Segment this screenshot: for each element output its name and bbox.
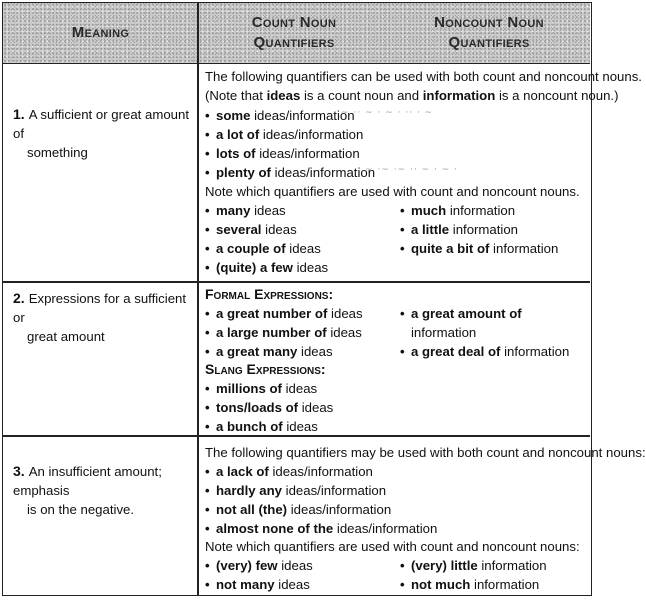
noun: information (449, 222, 519, 237)
handwritten-scribble: ~ ·~ ·~ ·· ~ · ~ · (365, 165, 458, 175)
row1-count-item (205, 258, 328, 277)
quantifier: some (216, 108, 251, 123)
quantifier: a great many (216, 344, 298, 359)
header-noncount (389, 3, 589, 63)
noun: ideas (261, 222, 297, 237)
row2-slang-item (205, 417, 318, 436)
noun: ideas/information (268, 464, 373, 479)
noun: ideas (297, 344, 333, 359)
noun: information (446, 203, 516, 218)
row1-noncount-item (400, 201, 515, 220)
row1-intro-line2 (205, 86, 618, 105)
quantifier: lots of (216, 146, 256, 161)
quantifier: many (216, 203, 251, 218)
quantifier: a little (411, 222, 450, 237)
row1-intro-text-e: is a noncount noun.) (495, 88, 619, 103)
row3-meaning-line2: is on the negative. (27, 502, 135, 517)
noun: ideas (282, 419, 318, 434)
row1-count-item (205, 201, 286, 220)
quantifier: quite a bit of (411, 241, 490, 256)
row2-meaning-line1: Expressions for a sufficient or (13, 291, 187, 325)
row3-note: Note which quantifiers are used with count and noncount nouns: (205, 539, 580, 554)
row1-noncount-item (400, 239, 558, 258)
noun: ideas/information (250, 108, 355, 123)
noun: information (411, 325, 477, 340)
header-noncount-line2: Quantifiers (448, 34, 530, 51)
noun: ideas (326, 325, 362, 340)
row3-count-item (205, 575, 310, 594)
row3-noncount-item (400, 556, 547, 575)
row1-both-item (205, 144, 360, 163)
quantifier: hardly any (216, 483, 282, 498)
noun: ideas (274, 577, 310, 592)
row1-intro-line1: The following quantifiers can be used with both count and noncount nouns. (205, 69, 642, 84)
noun: ideas (285, 241, 321, 256)
row1-meaning (13, 105, 193, 162)
noun: ideas/information (255, 146, 360, 161)
quantifier: tons/loads of (216, 400, 299, 415)
row2-slang-label: Slang Expressions: (205, 361, 326, 377)
row3-both-item (205, 500, 391, 519)
row1-both-item (205, 125, 363, 144)
quantifier: several (216, 222, 262, 237)
row3-noncount-item (400, 575, 539, 594)
row2-formal-count-item (205, 342, 333, 361)
quantifier-table (2, 2, 646, 596)
noun: ideas (292, 260, 329, 275)
row1-number: 1. (13, 106, 25, 122)
row3-both-item (205, 481, 386, 500)
row3-both-item (205, 519, 437, 538)
column-divider (197, 3, 199, 595)
noun: ideas/information (333, 521, 438, 536)
header-noncount-line1: Noncount Noun (434, 14, 544, 31)
row3-intro: The following quantifiers may be used with both count and noncount nouns: (205, 445, 646, 460)
noun: information (470, 577, 540, 592)
row1-intro-information: information (422, 88, 496, 103)
row2-slang-item (205, 398, 333, 417)
quantifier: a great deal of (411, 344, 501, 359)
row2-formal-count-item (205, 323, 362, 342)
row1-intro-text-c: is a count noun and (300, 88, 423, 103)
row1-meaning-line1: A sufficient or great amount of (13, 107, 189, 141)
row1-noncount-item (400, 220, 518, 239)
quantifier: not many (216, 577, 275, 592)
row-divider-1 (3, 281, 590, 283)
quantifier: a large number of (216, 325, 327, 340)
row2-slang-item (205, 379, 317, 398)
noun: ideas (327, 306, 363, 321)
noun: information (477, 558, 547, 573)
row2-formal-count-item (205, 304, 363, 323)
row3-count-item (205, 556, 313, 575)
row2-meaning (13, 289, 193, 346)
noun: information (489, 241, 559, 256)
row1-intro-ideas: ideas (266, 88, 301, 103)
quantifier: (very) few (216, 558, 278, 573)
noun: ideas (250, 203, 286, 218)
quantifier: a lot of (216, 127, 260, 142)
quantifier: a great amount of (411, 306, 522, 321)
quantifier: not much (411, 577, 471, 592)
row3-meaning-line1: An insufficient amount; emphasis (13, 464, 162, 498)
row2-formal-noncount-item (400, 342, 569, 361)
quantifier: not all (the) (216, 502, 288, 517)
quantifier: much (411, 203, 447, 218)
row2-formal-label: Formal Expressions: (205, 286, 334, 302)
quantifier: a bunch of (216, 419, 283, 434)
table-header (3, 3, 590, 64)
quantifier: a great number of (216, 306, 328, 321)
row3-number: 3. (13, 463, 25, 479)
row1-count-item (205, 239, 321, 258)
row1-both-item (205, 163, 375, 182)
row1-intro-text-a: (Note that (205, 88, 267, 103)
noun: ideas (277, 558, 313, 573)
noun: ideas (281, 381, 318, 396)
header-meaning (3, 3, 198, 63)
row1-both-item (205, 106, 355, 125)
header-count (199, 3, 389, 63)
noun: ideas/information (270, 165, 376, 180)
quantifier: a couple of (216, 241, 286, 256)
handwritten-scribble: ~ ·· ~ · ~ · ·· · ~ (341, 108, 434, 118)
noun: ideas/information (281, 483, 387, 498)
noun: ideas/information (259, 127, 364, 142)
row3-both-item (205, 462, 373, 481)
row3-meaning (13, 462, 193, 519)
header-count-line1: Count Noun (251, 14, 337, 31)
quantifier: millions of (216, 381, 282, 396)
row2-formal-noncount-item (400, 304, 522, 323)
header-count-line2: Quantifiers (253, 34, 335, 51)
noun: information (500, 344, 570, 359)
quantifier: a lack of (216, 464, 269, 479)
quantifier: almost none of the (216, 521, 334, 536)
quantifier: (very) little (411, 558, 478, 573)
quantifier: plenty of (216, 165, 271, 180)
quantifier: (quite) a few (216, 260, 293, 275)
row2-number: 2. (13, 290, 25, 306)
header-meaning-text: Meaning (71, 24, 130, 41)
row2-meaning-line2: great amount (27, 329, 105, 344)
row1-note: Note which quantifiers are used with count and noncount nouns. (205, 184, 580, 199)
noun: ideas/information (287, 502, 392, 517)
row1-meaning-line2: something (27, 145, 88, 160)
row1-count-item (205, 220, 297, 239)
noun: ideas (298, 400, 334, 415)
